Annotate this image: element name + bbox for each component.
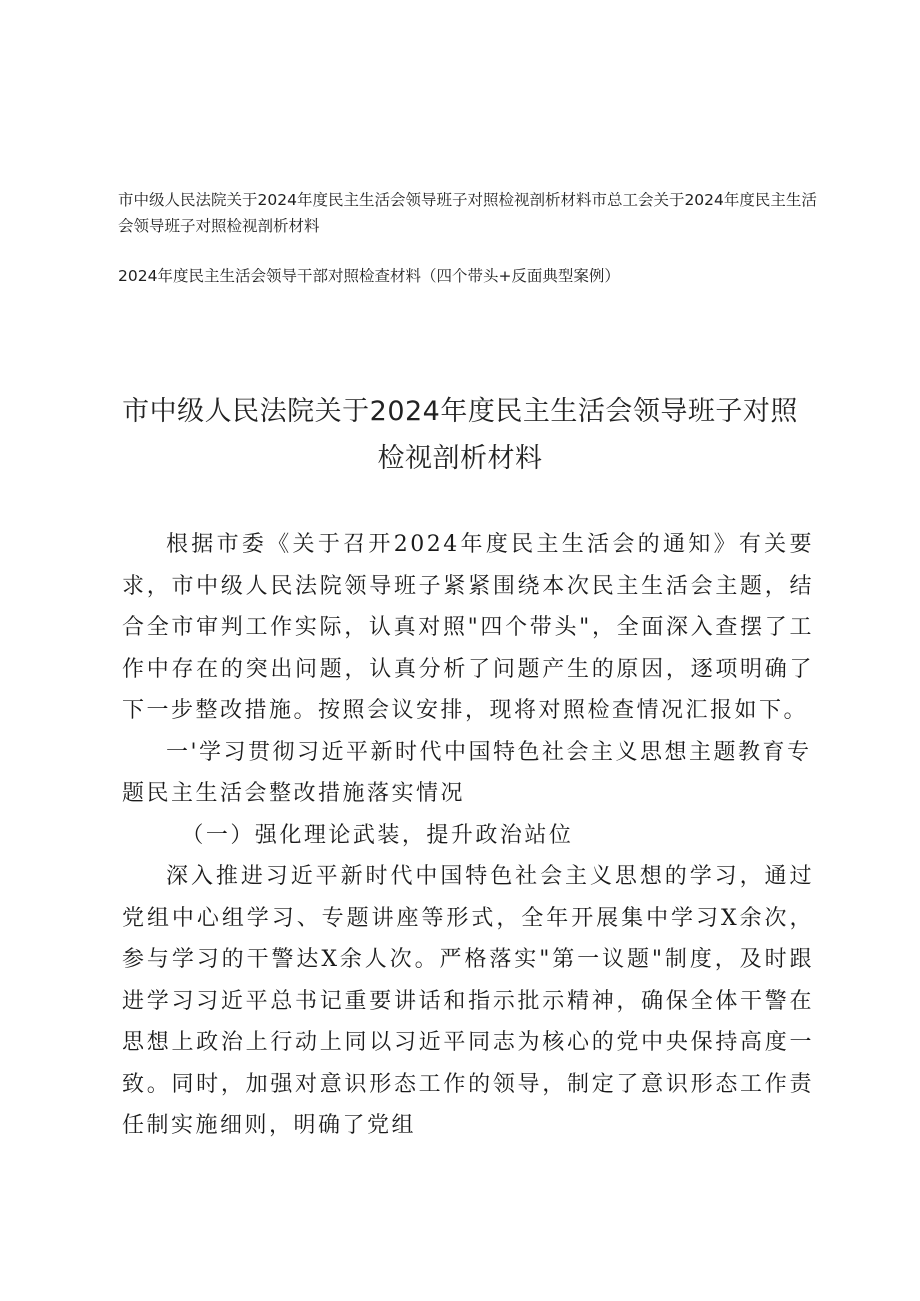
intro-paragraph: 根据市委《关于召开2024年度民主生活会的通知》有关要求，市中级人民法院领导班子紧紧围绕本次民主生活会主题，结合全市审判工作实际，认真对照"四个带头"，全面深入查摆了工作中存在的突出问题，认真分析了问题产生的原因，逐项明确了下一步整改措施。按照会议安排，现将对照检查情况汇报如下。 xyxy=(122,532,814,723)
toc-entry-2: 2024年度民主生活会领导干部对照检查材料（四个带头+反面典型案例） xyxy=(118,267,620,285)
document-title-line-2: 检视剖析材料 xyxy=(377,443,543,474)
table-of-contents xyxy=(118,187,818,289)
subsection-1-paragraph: 深入推进习近平新时代中国特色社会主义思想的学习，通过党组中心组学习、专题讲座等形式，全年开展集中学习X余次，参与学习的干警达X余人次。严格落实"第一议题"制度，及时跟进学习习近平总书记重要讲话和指示批示精神，确保全体干警在思想上政治上行动上同以习近平同志为核心的党中央保持高度一致。同时，加强对意识形态工作的领导，制定了意识形态工作责任制实施细则，明确了党组 xyxy=(122,864,814,1138)
toc-entry-1: 市中级人民法院关于2024年度民主生活会领导班子对照检视剖析材料市总工会关于2024年度民主生活会领导班子对照检视剖析材料 xyxy=(118,191,817,235)
document-title-line-1: 市中级人民法院关于2024年度民主生活会领导班子对照 xyxy=(122,396,798,427)
section-1-heading: 一'学习贯彻习近平新时代中国特色社会主义思想主题教育专题民主生活会整改措施落实情况 xyxy=(122,739,812,806)
document-body xyxy=(122,524,814,1147)
subsection-1-heading: （一）强化理论武装，提升政治站位 xyxy=(181,822,574,848)
document-title xyxy=(100,388,820,482)
